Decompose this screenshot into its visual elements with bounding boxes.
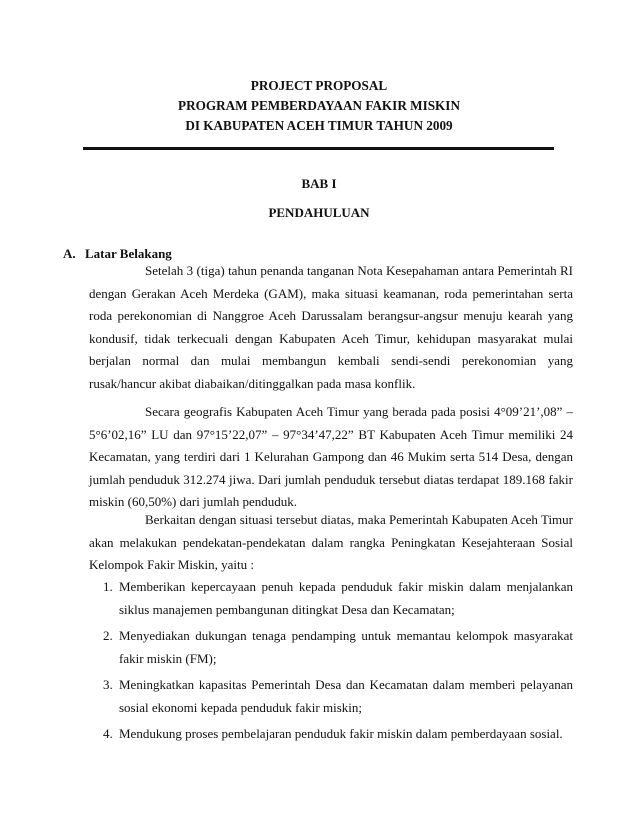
list-item-text: Memberikan kepercayaan penuh kepada penduduk fakir miskin dalam menjalankan siklus manajemen pembangunan ditingkat Desa dan Kecamatan; xyxy=(119,579,573,617)
title-divider xyxy=(83,147,554,150)
chapter-number: BAB I xyxy=(301,176,337,191)
title-line-3: DI KABUPATEN ACEH TIMUR TAHUN 2009 xyxy=(185,118,453,133)
list-item-number: 1. xyxy=(103,579,113,594)
paragraph-approach: Berkaitan dengan situasi tersebut diatas, maka Pemerintah Kabupaten Aceh Timur akan melakukan pendekatan-pendekatan dalam rangka Peningkatan Kesejahteraan Sosial Kelompok Fakir Miskin, yaitu : xyxy=(89,512,573,572)
approach-list xyxy=(89,576,573,750)
list-item xyxy=(89,723,573,746)
list-item-text: Mendukung proses pembelajaran penduduk fakir miskin dalam pemberdayaan sosial. xyxy=(119,726,563,741)
list-item-number: 4. xyxy=(103,726,113,741)
section-title: Latar Belakang xyxy=(85,246,172,261)
title-line-2: PROGRAM PEMBERDAYAAN FAKIR MISKIN xyxy=(178,98,460,113)
list-item-text: Menyediakan dukungan tenaga pendamping untuk memantau kelompok masyarakat fakir miskin (FM); xyxy=(119,628,573,666)
list-item xyxy=(89,576,573,621)
chapter-title: PENDAHULUAN xyxy=(268,205,370,220)
paragraph-geography: Secara geografis Kabupaten Aceh Timur yang berada pada posisi 4°09’21’,08” – 5°6’02,16” LU dan 97°15’22,07” – 97°34’47,22” BT Kabupaten Aceh Timur memiliki 24 Kecamatan, yang terdiri dari 1 Kelurahan Gampong dan 46 Mukim serta 514 Desa, dengan jumlah penduduk 312.274 jiwa. Dari jumlah penduduk tersebut diatas terdapat 189.168 fakir miskin (60,50%) dari jumlah penduduk. xyxy=(89,404,573,509)
list-item xyxy=(89,625,573,670)
list-item xyxy=(89,674,573,719)
title-line-1: PROJECT PROPOSAL xyxy=(250,78,388,93)
list-item-number: 2. xyxy=(103,628,113,643)
list-item-number: 3. xyxy=(103,677,113,692)
proposal-title xyxy=(0,76,638,136)
paragraph-background: Setelah 3 (tiga) tahun penanda tanganan Nota Kesepahaman antara Pemerintah RI dengan Gerakan Aceh Merdeka (GAM), maka situasi keamanan, roda pemerintahan serta roda perekonomian di Nanggroe Aceh Darussalam berangsur-angsur menuju kearah yang kondusif, tidak terkecuali dengan Kabupaten Aceh Timur, kehidupan masyarakat mulai berjalan normal dan mulai membangun kembali sendi-sendi perekonomian yang rusak/hancur akibat diabaikan/ditinggalkan pada masa konflik. xyxy=(89,263,573,391)
section-letter: A. xyxy=(63,246,76,261)
list-item-text: Meningkatkan kapasitas Pemerintah Desa dan Kecamatan dalam memberi pelayanan sosial ekonomi kepada penduduk fakir miskin; xyxy=(119,677,573,715)
